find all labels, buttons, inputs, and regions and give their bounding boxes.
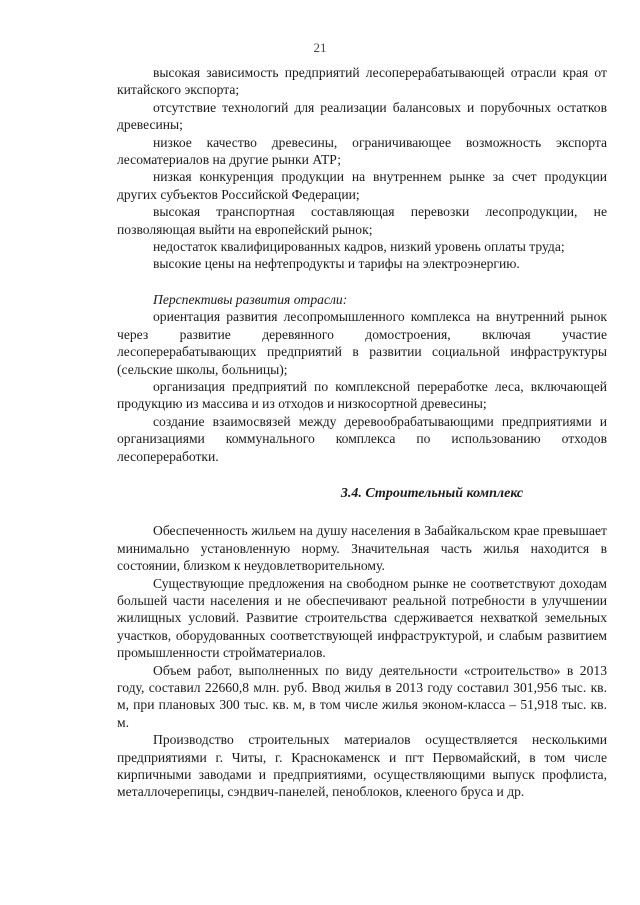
prospect-item: организация предприятий по комплексной переработке леса, включающей продукцию из массива и из отходов и низкосортной древесины; bbox=[117, 378, 607, 412]
problem-item: отсутствие технологий для реализации балансовых и порубочных остатков древесины; bbox=[117, 99, 607, 133]
problem-item: высокая зависимость предприятий лесоперерабатывающей отрасли края от китайского экспорта; bbox=[117, 65, 607, 98]
page-number: 21 bbox=[313, 40, 327, 55]
section-title: 3.4. Строительный комплекс bbox=[340, 485, 524, 501]
problem-item: высокие цены на нефтепродукты и тарифы на электроэнергию. bbox=[153, 256, 520, 272]
problems-list bbox=[117, 64, 607, 273]
prospect-item: ориентация развития лесопромышленного комплекса на внутренний рынок через развитие деревянного домостроения, включая участие лесоперерабатывающих предприятий в развитии социальной инфраструктуры (сельские школы, больницы); bbox=[117, 309, 607, 377]
spacer bbox=[117, 502, 607, 522]
spacer bbox=[117, 273, 607, 291]
spacer bbox=[117, 465, 607, 485]
section-body bbox=[117, 522, 607, 801]
prospect-item: создание взаимосвязей между деревообрабатывающими предприятиями и организациями коммунального комплекса по использованию отходов лесопереработки. bbox=[117, 413, 607, 464]
problem-item: низкая конкуренция продукции на внутреннем рынке за счет продукции других субъектов Российской Федерации; bbox=[117, 169, 607, 202]
body-paragraph: Существующие предложения на свободном рынке не соответствуют доходам большей части населения и не обеспечивают реальной потребности в улучшении жилищных условий. Развитие строительства сдерживается нехваткой земельных участков, оборудованных соответствующей инфраструктурой, и слабым развитием промышленности стройматериалов. bbox=[117, 575, 607, 661]
body-paragraph: Производство строительных материалов осуществляется несколькими предприятиями г. Читы, г. Краснокаменск и пгт Первомайский, в том числе кирпичными заводами и предприятиями, осуществляющими выпуск профлиста, металлочерепицы, сэндвич-панелей, пеноблоков, клееного бруса и др. bbox=[117, 732, 607, 800]
body-paragraph: Обеспеченность жильем на душу населения в Забайкальском крае превышает минимально установленную норму. Значительная часть жилья находится в состоянии, близком к неудовлетворительному. bbox=[117, 523, 607, 574]
problem-item: высокая транспортная составляющая перевозки лесопродукции, не позволяющая выйти на европейский рынок; bbox=[117, 204, 607, 237]
body-paragraph: Объем работ, выполненных по виду деятельности «строительство» в 2013 году, составил 22660,8 млн. руб. Ввод жилья в 2013 году составил 301,956 тыс. кв. м, при плановых 300 тыс. кв. м, в том числе жилья эконом-класса – 51,918 тыс. кв. м. bbox=[117, 662, 607, 730]
problem-item: недостаток квалифицированных кадров, низкий уровень оплаты труда; bbox=[153, 239, 565, 255]
page-content bbox=[117, 64, 607, 801]
problem-item: низкое качество древесины, ограничивающее возможность экспорта лесоматериалов на другие рынки АТР; bbox=[117, 134, 607, 168]
prospects-heading: Перспективы развития отрасли: bbox=[153, 291, 348, 307]
prospects-list bbox=[117, 308, 607, 465]
